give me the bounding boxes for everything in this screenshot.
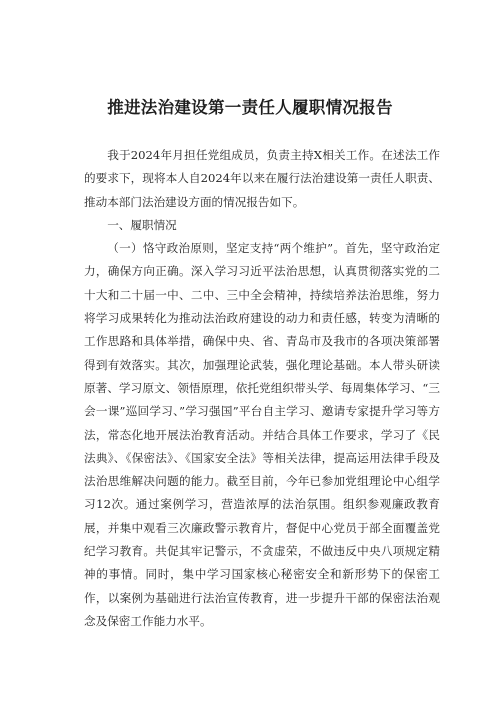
- intro-paragraph: 我于2024年月担任党组成员，负责主持X相关工作。在述法工作的要求下，现将本人自2024年以来在履行法治建设第一责任人职责、推动本部门法治建设方面的情况报告如下。: [84, 148, 440, 209]
- section-paragraph: （一）恪守政治原则，坚定支持“两个维护”。首先，坚守政治定力，确保方向正确。深入学习习近平法治思想，认真贯彻落实党的二十大和二十届一中、二中、三中全会精神，持续培养法治思维，努力将学习成果转化为推动法治政府建设的动力和责任感，转变为清晰的工作思路和具体举措，确保中央、省、青岛市及我市的各项决策部署得到有效落实。其次，加强理论武装，强化理论基础。本人带头研读原著、学习原文、领悟原理，依托党组织带头学、每周集体学习、“三会一课”巡回学习、”学习强国”平台自主学习、邀请专家提升学习等方法，常态化地开展法治教育活动。并结合具体工作要求，学习了《民法典》、《保密法》、《国家安全法》等相关法律，提高运用法律手段及法治思维解决问题的能力。截至目前，今年已参加党组理论中心组学习12次。通过案例学习，营造浓厚的法治氛围。组织参观廉政教育展，并集中观看三次廉政警示教育片，督促中心党员于部全面覆盖党纪学习教育。共促其牢记警示，不贪虚荣，不做违反中央八项规定精神的事情。同时，集中学习国家核心秘密安全和新形势下的保密工作，以案例为基础进行法治宣传教育，进一步提升干部的保密法治观念及保密工作能力水平。: [84, 241, 440, 628]
- document-body: [84, 144, 440, 633]
- document-title: 推进法治建设第一责任人履职情况报告: [107, 98, 393, 117]
- section-heading: 一、履职情况: [107, 217, 177, 232]
